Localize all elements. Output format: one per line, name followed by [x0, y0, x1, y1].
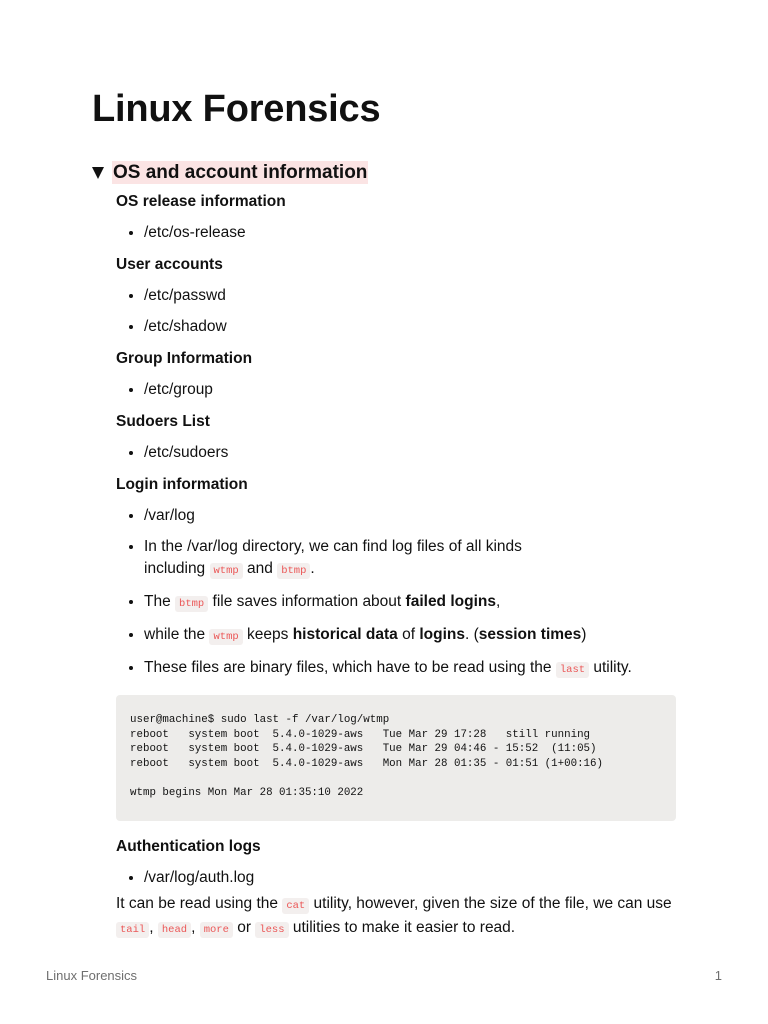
list-item	[144, 591, 676, 615]
text: while the	[144, 626, 210, 643]
bold-text: historical data	[292, 626, 398, 643]
text: utility, however, given the size of the file, we can use	[309, 894, 672, 912]
text: . (	[464, 626, 479, 643]
toggle-title: OS and account information	[113, 161, 368, 183]
auth-logs-list	[116, 867, 676, 889]
bold-text: session times	[478, 626, 582, 643]
triangle-down-icon[interactable]	[92, 167, 104, 179]
inline-code: less	[255, 922, 288, 938]
text: It can be read using the	[116, 894, 283, 912]
list-item	[144, 536, 676, 582]
text: file saves information about	[208, 593, 406, 610]
group-info-list	[116, 379, 676, 401]
sudoers-list	[116, 442, 676, 464]
os-release-list	[116, 222, 676, 244]
bold-text: logins	[419, 626, 465, 643]
inline-code: wtmp	[210, 563, 243, 579]
text: )	[581, 626, 587, 643]
toggle-os-account-info[interactable]	[92, 160, 368, 184]
text: .	[310, 560, 315, 577]
sudoers-heading: Sudoers List	[116, 413, 210, 430]
text: utility.	[589, 659, 632, 676]
inline-code: btmp	[277, 563, 310, 579]
list-item: • /etc/passwd	[144, 285, 676, 307]
inline-code: cat	[282, 898, 309, 914]
inline-code: last	[556, 662, 589, 678]
list-item	[144, 657, 676, 681]
text: These files are binary files, which have to be read using the	[144, 659, 556, 676]
auth-logs-heading: Authentication logs	[116, 837, 261, 855]
footer-title: Linux Forensics	[46, 968, 138, 983]
group-info-heading: Group Information	[116, 350, 253, 367]
text: keeps	[242, 626, 293, 643]
inline-code: more	[200, 922, 233, 938]
page-title: Linux Forensics	[92, 88, 381, 130]
inline-code: wtmp	[209, 629, 242, 645]
code-block[interactable]: user@machine$ sudo last -f /var/log/wtmp reboot system boot 5.4.0-1029-aws Tue Mar 29 17:28 still running reboot system boot 5.4.0-1029-aws Tue Mar 29 04:46 - 15:52 (11:05) reboot system boot 5.4.0-1029-aws Mon Mar 28 01:35 - 01:51 (1+00:16) wtmp begins Mon Mar 28 01:35:10 2022	[116, 695, 676, 821]
list-item: • /etc/sudoers	[144, 442, 676, 464]
list-item: • /etc/shadow	[144, 316, 676, 338]
inline-code: head	[158, 922, 191, 938]
text: of	[397, 626, 420, 643]
bold-text: failed logins	[405, 593, 496, 610]
text: or	[232, 918, 256, 936]
list-item: • /var/log/auth.log	[144, 867, 676, 889]
inline-code: btmp	[175, 596, 208, 612]
list-item: • /etc/os-release	[144, 222, 676, 244]
text: and	[242, 560, 278, 577]
text: ,	[495, 593, 501, 610]
text: In the /var/log directory, we can find log files of all kinds including	[144, 538, 522, 577]
page-number: 1	[714, 968, 722, 983]
text: The	[144, 593, 176, 610]
text: ,	[149, 918, 158, 936]
list-item	[144, 624, 676, 648]
user-accounts-list	[116, 285, 676, 338]
login-info-list	[116, 505, 676, 681]
list-item: • /etc/group	[144, 379, 676, 401]
list-item: • /var/log	[144, 505, 676, 527]
text: ,	[191, 918, 200, 936]
closing-paragraph	[116, 893, 676, 941]
os-release-heading: OS release information	[116, 193, 286, 210]
text: utilities to make it easier to read.	[288, 918, 516, 936]
inline-code: tail	[116, 922, 149, 938]
toggle-content	[116, 188, 676, 941]
login-info-heading: Login information	[116, 476, 248, 493]
user-accounts-heading: User accounts	[116, 256, 223, 273]
